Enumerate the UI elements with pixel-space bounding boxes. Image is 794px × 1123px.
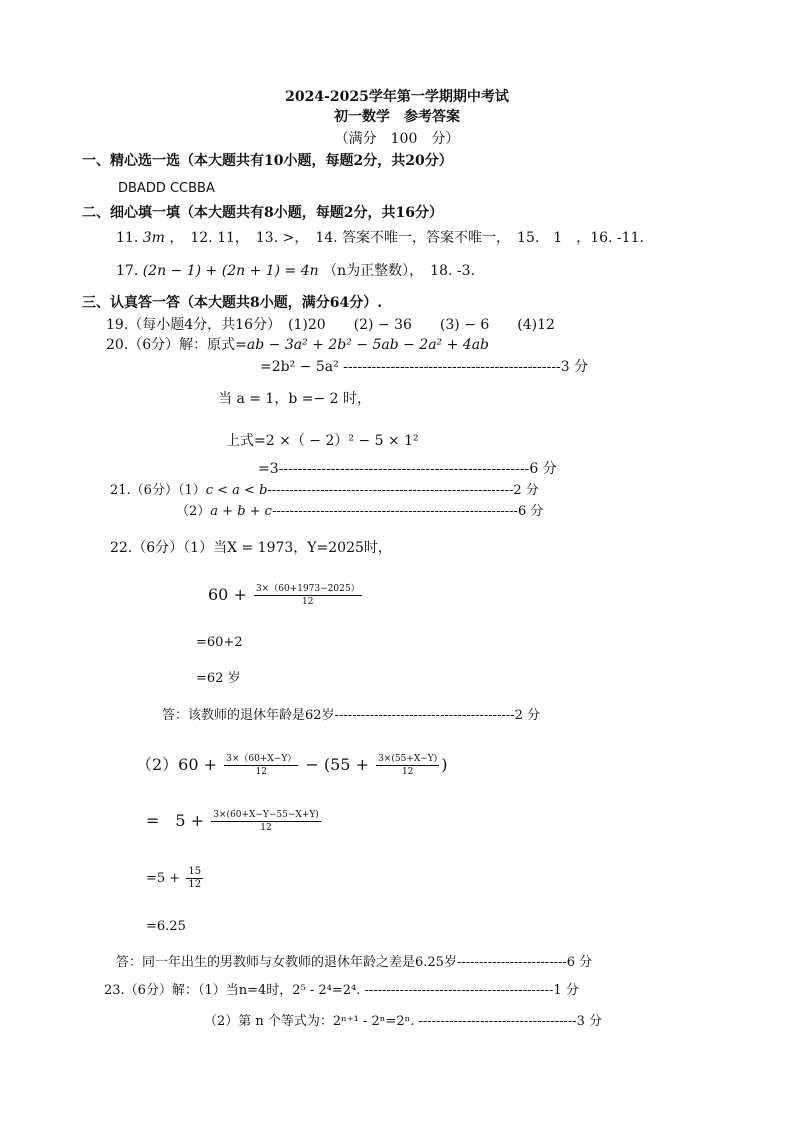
q22-p2-s2-numerator: 3×(60+X−Y−55−X+Y): [213, 810, 319, 820]
q22-step2: =60+2: [196, 635, 243, 650]
q22-p2-frac1-denominator: 12: [255, 767, 267, 777]
q22-p2-s3-lead: =5 +: [146, 871, 181, 886]
q20-result: =3: [258, 461, 279, 477]
q22-p2-s3-numerator: 15: [188, 866, 202, 877]
q22-part2-step3: [146, 864, 205, 894]
q21-answer2: a + b + c: [210, 504, 272, 519]
q22-p2-fraction1: [224, 753, 298, 778]
q22-frac-denominator: 12: [302, 597, 314, 607]
q20-score-mark: ----------------------------------------------3 分: [343, 359, 589, 375]
q20-expression: ab − 3a² + 2b² − 5ab − 2a² + 4ab: [246, 337, 490, 353]
q23-part2: （2）第 n 个等式为：2ⁿ⁺¹ - 2ⁿ=2ⁿ.: [204, 1014, 415, 1029]
q22-frac-numerator: 3×（60+1973−2025）: [255, 584, 360, 594]
q17-number: 17.: [116, 263, 139, 279]
q22-fraction: [254, 583, 362, 608]
section2-line-11-16: [116, 229, 644, 247]
q21-mark2: --------------------------------------------------------6 分: [271, 504, 544, 519]
q22-p2-s2-denominator: 12: [260, 823, 272, 833]
section1-answers: DBADD CCBBA: [118, 181, 215, 196]
q22-answer2: [116, 954, 592, 972]
q21-mark1: --------------------------------------------------------2 分: [267, 483, 539, 498]
q17-18-note: （n为正整数）， 18. -3.: [323, 263, 475, 279]
q11-number: 11.: [116, 230, 139, 246]
section2-heading: 二、细心填一填（本大题共有8小题，每题2分，共16分）: [82, 205, 443, 221]
q22-p2-s3-fraction: [186, 866, 203, 891]
q22-expr-lead: 60 +: [208, 585, 247, 604]
section2-line-17-18: [116, 262, 475, 280]
q22-answer1-mark: -----------------------------------------2 分: [334, 708, 541, 723]
q20-result-mark: -----------------------------------------------------6 分: [278, 461, 557, 477]
q11-answer: 3m: [142, 230, 165, 246]
q23-line1: [104, 982, 579, 1000]
q22-part2-step4: =6.25: [146, 919, 186, 934]
q22-p2-s3-denominator: 12: [188, 879, 202, 890]
q12-16-answers: ， 12. 11， 13. >， 14. 答案不唯一，答案不唯一， 15. 1 ，16. -11.: [169, 230, 644, 246]
exam-score: （满分 100 分）: [334, 131, 460, 147]
q22-p2-frac2-numerator: 3×(55+X−Y): [378, 754, 438, 764]
q22-line1: 22.（6分）（1）当X = 1973，Y=2025时，: [110, 540, 392, 556]
q22-p2-lead: （2）60 +: [136, 755, 218, 774]
q22-part2-expression: [136, 750, 448, 780]
q20-line2: [260, 358, 588, 376]
q20-line4: 上式=2 ×（ − 2）² − 5 × 1²: [226, 433, 419, 449]
section1-heading: 一、精心选一选（本大题共有10小题，每题2分，共20分）: [82, 153, 453, 169]
q20-label: 20.（6分）解：原式=: [106, 337, 247, 353]
q21-answer1: c < a < b: [205, 483, 268, 498]
q22-expression: [208, 580, 364, 610]
q21-line1: [110, 482, 539, 500]
q22-answer2-mark: -------------------------6 分: [456, 955, 593, 970]
q23-line2: [204, 1013, 602, 1031]
q22-part2-step2: [146, 806, 323, 836]
q22-p2-mid: − (55 +: [305, 755, 369, 774]
q22-answer2-text: 答：同一年出生的男教师与女教师的退休年龄之差是6.25岁: [116, 955, 457, 970]
q19-answers: 19.（每小题4分，共16分） (1)20 (2) − 36 (3) − 6 (4)12: [106, 317, 555, 333]
q23-part1: 23.（6分）解：（1）当n=4时，2⁵ - 2⁴=2⁴.: [104, 983, 361, 998]
q21-label2: （2）: [176, 504, 211, 519]
exam-subtitle: 初一数学 参考答案: [334, 109, 460, 125]
q20-line5: [258, 460, 557, 478]
q21-line2: [176, 503, 543, 521]
q22-p2-s2-fraction: [211, 809, 321, 834]
q20-simplified: =2b² − 5a²: [260, 359, 339, 375]
q20-line1: [106, 336, 489, 354]
q22-p2-frac1-numerator: 3×（60+X−Y）: [226, 754, 297, 764]
q23-part2-mark: ------------------------------------3 分: [418, 1014, 603, 1029]
q17-answer: (2n − 1) + (2n + 1) = 4n: [142, 263, 319, 279]
q23-part1-mark: -------------------------------------------1 分: [364, 983, 579, 998]
q22-step3: =62 岁: [196, 671, 241, 686]
exam-title: 2024-2025学年第一学期期中考试: [285, 89, 509, 105]
q22-p2-s2-lead: = 5 +: [146, 811, 205, 830]
q22-answer1-text: 答：该教师的退休年龄是62岁: [162, 708, 335, 723]
q20-line3: 当 a = 1，b =− 2 时，: [218, 391, 372, 407]
q22-p2-fraction2: [376, 753, 439, 778]
q22-p2-close: ): [441, 755, 448, 774]
section3-heading: 三、认真答一答（本大题共8小题，满分64分）.: [82, 295, 383, 311]
q22-p2-frac2-denominator: 12: [401, 767, 414, 777]
q21-label: 21.（6分）（1）: [110, 483, 206, 498]
q22-answer1: [162, 707, 540, 725]
